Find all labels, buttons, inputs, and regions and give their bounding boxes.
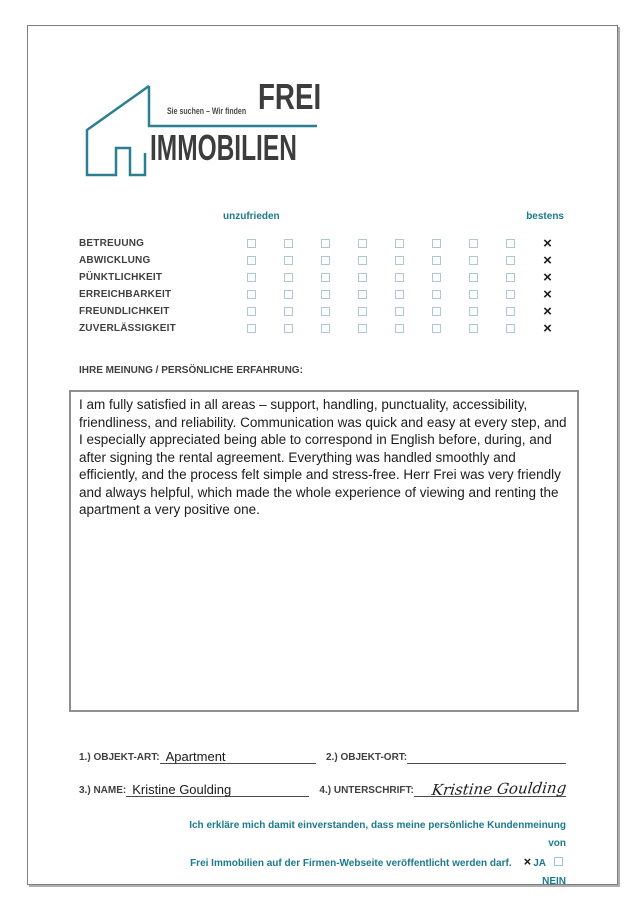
opinion-section-label: IHRE MEINUNG / PERSÖNLICHE ERFAHRUNG: [79, 365, 303, 376]
selected-x-mark[interactable]: × [543, 285, 552, 303]
brand-name-immobilien: IMMOBILIEN [150, 127, 297, 168]
name-input-line[interactable] [126, 778, 309, 797]
rating-category-label: ABWICKLUNG [79, 255, 151, 266]
rating-checkbox[interactable] [358, 273, 367, 282]
rating-cell [455, 239, 492, 248]
rating-cell [307, 307, 344, 316]
rating-cell [233, 256, 270, 265]
rating-cell [492, 324, 529, 333]
selected-x-mark[interactable]: × [543, 319, 552, 337]
rating-cell [307, 273, 344, 282]
rating-checkbox[interactable] [321, 239, 330, 248]
rating-row [79, 269, 566, 286]
rating-checkbox[interactable] [432, 239, 441, 248]
rating-checkbox[interactable] [284, 307, 293, 316]
rating-cell [307, 256, 344, 265]
feedback-form-page [27, 25, 618, 885]
rating-cell [455, 324, 492, 333]
rating-cell [307, 290, 344, 299]
selected-x-mark[interactable]: × [543, 302, 552, 320]
rating-cell [344, 239, 381, 248]
rating-checkbox[interactable] [284, 273, 293, 282]
consent-line-2-text: Frei Immobilien auf der Firmen-Webseite veröffentlicht werden darf. [190, 858, 512, 869]
rating-checkbox[interactable] [321, 290, 330, 299]
logo-tagline: Sie suchen – Wir finden [167, 106, 247, 116]
rating-cell [270, 256, 307, 265]
rating-checkbox[interactable] [432, 290, 441, 299]
objekt-art-value: Apartment [165, 749, 226, 764]
objekt-art-label: 1.) OBJEKT-ART: [79, 752, 160, 763]
rating-checkbox[interactable] [247, 290, 256, 299]
rating-cell [381, 307, 418, 316]
rating-checkbox[interactable] [358, 307, 367, 316]
rating-checkbox[interactable] [358, 324, 367, 333]
rating-checkbox[interactable] [469, 273, 478, 282]
consent-statement [178, 817, 566, 891]
signature-handwriting: Kristine Goulding [430, 778, 568, 800]
rating-cell [233, 290, 270, 299]
rating-cell [455, 290, 492, 299]
rating-category-label: BETREUUNG [79, 238, 145, 249]
rating-checkbox[interactable] [395, 239, 404, 248]
rating-checkbox[interactable] [506, 324, 515, 333]
rating-checkbox[interactable] [321, 273, 330, 282]
rating-checkbox[interactable] [469, 256, 478, 265]
rating-cell [344, 256, 381, 265]
rating-cell [418, 256, 455, 265]
rating-cell [529, 234, 566, 252]
rating-row [79, 303, 566, 320]
rating-cell [344, 307, 381, 316]
selected-x-mark[interactable]: × [543, 234, 552, 252]
objekt-ort-input-line[interactable] [407, 745, 566, 764]
rating-checkbox[interactable] [247, 256, 256, 265]
rating-rows [79, 235, 566, 337]
rating-cell [381, 324, 418, 333]
rating-cell [233, 239, 270, 248]
rating-checkbox[interactable] [432, 256, 441, 265]
objekt-ort-label: 2.) OBJEKT-ORT: [326, 752, 408, 763]
rating-cell [418, 324, 455, 333]
rating-cell [307, 239, 344, 248]
rating-checkbox[interactable] [247, 307, 256, 316]
objekt-art-input-line[interactable] [160, 745, 316, 764]
rating-checkbox[interactable] [395, 307, 404, 316]
rating-cell [492, 290, 529, 299]
rating-cell [344, 324, 381, 333]
rating-scale-header [79, 209, 566, 235]
rating-cell [270, 324, 307, 333]
rating-cell [381, 273, 418, 282]
rating-cell [455, 256, 492, 265]
field-row-2 [79, 775, 568, 800]
rating-cell [344, 290, 381, 299]
rating-checkbox[interactable] [284, 239, 293, 248]
rating-cell [529, 268, 566, 286]
rating-cell [270, 290, 307, 299]
rating-checkbox[interactable] [321, 324, 330, 333]
consent-line-1: Ich erkläre mich damit einverstanden, dass meine persönliche Kundenmeinung von [189, 820, 566, 849]
rating-checkbox[interactable] [506, 290, 515, 299]
rating-checkbox[interactable] [395, 290, 404, 299]
rating-cell [455, 307, 492, 316]
rating-checkbox[interactable] [395, 256, 404, 265]
rating-checkbox[interactable] [321, 307, 330, 316]
rating-cell [418, 239, 455, 248]
rating-checkbox[interactable] [247, 239, 256, 248]
name-label: 3.) NAME: [79, 785, 127, 796]
rating-cell [233, 324, 270, 333]
rating-cell [492, 307, 529, 316]
rating-checkbox[interactable] [321, 256, 330, 265]
brand-name-frei: FREI [258, 76, 322, 117]
rating-cell [418, 290, 455, 299]
rating-checkbox[interactable] [247, 273, 256, 282]
rating-cell [529, 302, 566, 320]
rating-cell [307, 324, 344, 333]
rating-checkbox[interactable] [284, 324, 293, 333]
rating-row [79, 320, 566, 337]
rating-checkbox[interactable] [432, 273, 441, 282]
consent-line-2 [178, 853, 566, 891]
rating-checkbox[interactable] [247, 324, 256, 333]
rating-cell [233, 273, 270, 282]
rating-category-label: FREUNDLICHKEIT [79, 306, 170, 317]
rating-scale-left-label: unzufrieden [223, 211, 280, 222]
name-value: Kristine Goulding [132, 782, 232, 797]
ja-label: JA [533, 858, 546, 869]
rating-cell [529, 285, 566, 303]
selected-x-mark[interactable]: × [543, 268, 552, 286]
rating-checkbox[interactable] [506, 256, 515, 265]
opinion-textarea[interactable] [69, 390, 579, 712]
rating-cell [344, 273, 381, 282]
nein-checkbox[interactable] [554, 857, 563, 866]
rating-checkbox[interactable] [395, 324, 404, 333]
rating-cell [418, 307, 455, 316]
rating-category-label: PÜNKTLICHKEIT [79, 272, 163, 283]
rating-category-label: ERREICHBARKEIT [79, 289, 172, 300]
object-info-fields [79, 742, 566, 808]
rating-cell [492, 256, 529, 265]
rating-checkbox[interactable] [395, 273, 404, 282]
rating-cell [492, 239, 529, 248]
rating-row [79, 252, 566, 269]
rating-checkbox[interactable] [469, 324, 478, 333]
rating-checkbox[interactable] [469, 239, 478, 248]
rating-checkbox[interactable] [358, 239, 367, 248]
rating-cell [381, 239, 418, 248]
rating-grid [79, 209, 566, 337]
unterschrift-label: 4.) UNTERSCHRIFT: [319, 785, 414, 796]
unterschrift-input-line[interactable] [414, 778, 568, 800]
rating-row [79, 286, 566, 303]
rating-cell [492, 273, 529, 282]
rating-cell [270, 239, 307, 248]
rating-checkbox[interactable] [469, 307, 478, 316]
opinion-text: I am fully satisfied in all areas – support, handling, punctuality, accessibility, friendliness, and reliability. Communication was quick and easy at every step, and I especially appreciated being able to correspond in English before, during, and after signing the rental agreement. Everything was handled smoothly and efficiently, and the process felt simple and stress-free. Herr Frei was very friendly and always helpful, which made the whole experience of viewing and renting the apartment a very positive one. [79, 397, 567, 517]
rating-checkbox[interactable] [506, 307, 515, 316]
rating-row [79, 235, 566, 252]
rating-cell [529, 319, 566, 337]
rating-scale-right-label: bestens [526, 211, 564, 222]
rating-checkbox[interactable] [469, 290, 478, 299]
rating-cell [233, 307, 270, 316]
rating-checkbox[interactable] [432, 324, 441, 333]
rating-cell [270, 273, 307, 282]
rating-cell [381, 256, 418, 265]
rating-cell [381, 290, 418, 299]
rating-checkbox[interactable] [506, 273, 515, 282]
nein-label: NEIN [542, 876, 566, 887]
rating-checkbox[interactable] [358, 290, 367, 299]
rating-checkbox[interactable] [432, 307, 441, 316]
rating-cell [418, 273, 455, 282]
rating-category-label: ZUVERLÄSSIGKEIT [79, 323, 176, 334]
field-row-1 [79, 742, 566, 764]
rating-cell [529, 251, 566, 269]
rating-checkbox[interactable] [284, 256, 293, 265]
rating-checkbox[interactable] [506, 239, 515, 248]
rating-checkbox[interactable] [358, 256, 367, 265]
rating-checkbox[interactable] [284, 290, 293, 299]
rating-cell [270, 307, 307, 316]
ja-x-mark[interactable]: × [523, 854, 532, 869]
selected-x-mark[interactable]: × [543, 251, 552, 269]
rating-cell [455, 273, 492, 282]
